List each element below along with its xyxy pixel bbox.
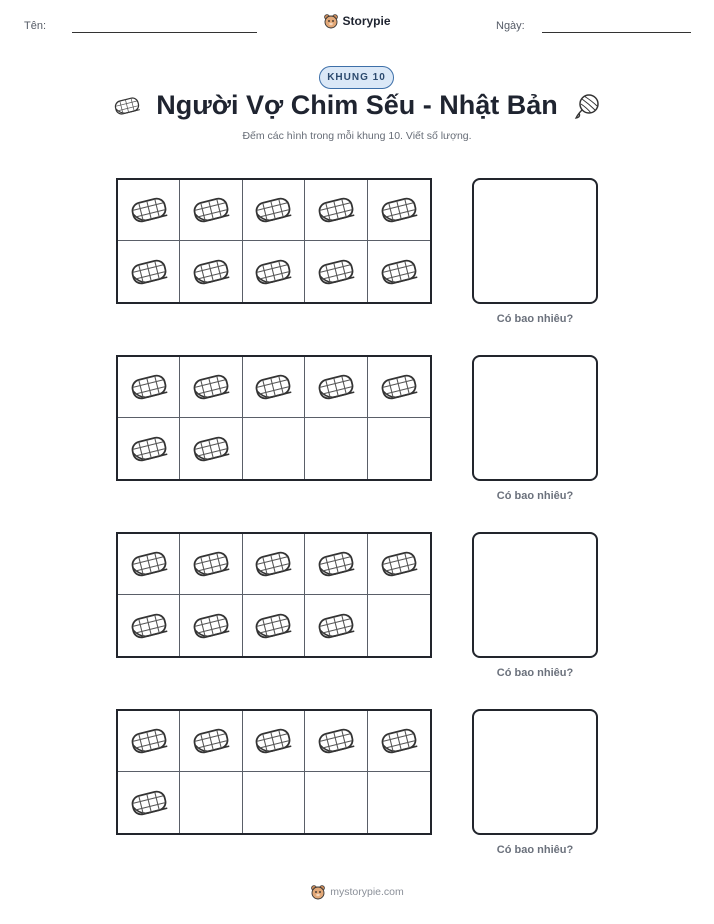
- quilt-icon: [191, 255, 231, 289]
- quilt-icon: [129, 724, 169, 758]
- date-line: [542, 32, 691, 33]
- ten-frame-cell: [118, 357, 180, 418]
- quilt-icon: [253, 193, 293, 227]
- ten-frame-cell: [180, 241, 242, 302]
- quilt-icon: [316, 547, 356, 581]
- ten-frame-cell: [243, 534, 305, 595]
- quilt-icon: [379, 724, 419, 758]
- brand-logo: [0, 13, 714, 34]
- ten-frame-cell: [118, 772, 180, 833]
- how-many-label-1: Có bao nhiêu?: [496, 313, 574, 325]
- quilt-icon: [316, 609, 356, 643]
- ten-frame-1: [116, 178, 432, 304]
- quilt-icon: [129, 547, 169, 581]
- ten-frame-cell: [180, 357, 242, 418]
- ten-frame-cell: [368, 357, 430, 418]
- quilt-icon: [379, 193, 419, 227]
- quilt-icon: [191, 609, 231, 643]
- date-label: Ngày:: [496, 20, 525, 32]
- how-many-label-3: Có bao nhiêu?: [496, 667, 574, 679]
- footer-url: mystorypie.com: [330, 886, 404, 898]
- ten-frame-cell: [368, 711, 430, 772]
- quilt-icon: [129, 432, 169, 466]
- quilt-icon: [191, 547, 231, 581]
- ten-frame-cell: [305, 772, 367, 833]
- how-many-label-4: Có bao nhiêu?: [496, 844, 574, 856]
- ten-frame-cell: [243, 418, 305, 479]
- ten-frame-cell: [118, 534, 180, 595]
- ten-frame-cell: [305, 711, 367, 772]
- answer-box-3[interactable]: [472, 532, 598, 658]
- quilt-icon: [379, 547, 419, 581]
- quilt-icon: [316, 724, 356, 758]
- ten-frame-cell: [305, 534, 367, 595]
- footer: [0, 884, 714, 905]
- ten-frame-cell: [305, 241, 367, 302]
- topic-badge: KHUNG 10: [319, 66, 394, 89]
- quilt-icon: [129, 255, 169, 289]
- ten-frame-cell: [368, 180, 430, 241]
- ten-frame-cell: [243, 772, 305, 833]
- yarn-ball-icon: [573, 92, 601, 120]
- ten-frame-cell: [180, 772, 242, 833]
- brand-name: Storypie: [342, 14, 391, 28]
- ten-frame-cell: [368, 772, 430, 833]
- storypie-mascot-icon: [310, 884, 326, 900]
- quilt-icon: [379, 370, 419, 404]
- name-label: Tên:: [24, 20, 47, 32]
- quilt-icon: [191, 193, 231, 227]
- ten-frame-4: [116, 709, 432, 835]
- ten-frame-cell: [180, 711, 242, 772]
- quilt-icon: [253, 724, 293, 758]
- quilt-icon: [129, 786, 169, 820]
- ten-frame-cell: [368, 241, 430, 302]
- ten-frame-3: [116, 532, 432, 658]
- quilt-icon: [316, 193, 356, 227]
- ten-frame-cell: [243, 711, 305, 772]
- ten-frame-cell: [180, 418, 242, 479]
- quilt-icon: [191, 432, 231, 466]
- quilt-icon: [129, 370, 169, 404]
- ten-frame-cell: [118, 711, 180, 772]
- ten-frame-cell: [118, 241, 180, 302]
- ten-frame-cell: [305, 418, 367, 479]
- ten-frame-cell: [180, 180, 242, 241]
- quilt-icon: [253, 255, 293, 289]
- answer-box-1[interactable]: [472, 178, 598, 304]
- quilt-icon: [253, 609, 293, 643]
- ten-frame-cell: [305, 595, 367, 656]
- quilt-icon: [316, 255, 356, 289]
- ten-frame-2: [116, 355, 432, 481]
- ten-frame-cell: [305, 357, 367, 418]
- ten-frame-cell: [368, 418, 430, 479]
- ten-frame-cell: [368, 595, 430, 656]
- storypie-mascot-icon: [323, 13, 339, 29]
- ten-frame-cell: [118, 418, 180, 479]
- ten-frame-cell: [118, 180, 180, 241]
- quilt-icon: [129, 609, 169, 643]
- quilt-icon: [316, 370, 356, 404]
- ten-frame-cell: [180, 595, 242, 656]
- ten-frame-cell: [368, 534, 430, 595]
- page-title: Người Vợ Chim Sếu - Nhật Bản: [156, 90, 558, 120]
- how-many-label-2: Có bao nhiêu?: [496, 490, 574, 502]
- instructions: Đếm các hình trong mỗi khung 10. Viết số lượng.: [242, 130, 472, 142]
- quilt-icon: [191, 370, 231, 404]
- quilt-icon: [379, 255, 419, 289]
- quilt-icon: [253, 547, 293, 581]
- ten-frame-cell: [118, 595, 180, 656]
- answer-box-2[interactable]: [472, 355, 598, 481]
- quilt-icon: [253, 370, 293, 404]
- ten-frame-cell: [243, 241, 305, 302]
- quilt-icon: [191, 724, 231, 758]
- ten-frame-cell: [243, 357, 305, 418]
- ten-frame-cell: [305, 180, 367, 241]
- ten-frame-cell: [243, 180, 305, 241]
- quilt-icon: [129, 193, 169, 227]
- ten-frame-cell: [243, 595, 305, 656]
- answer-box-4[interactable]: [472, 709, 598, 835]
- ten-frame-cell: [180, 534, 242, 595]
